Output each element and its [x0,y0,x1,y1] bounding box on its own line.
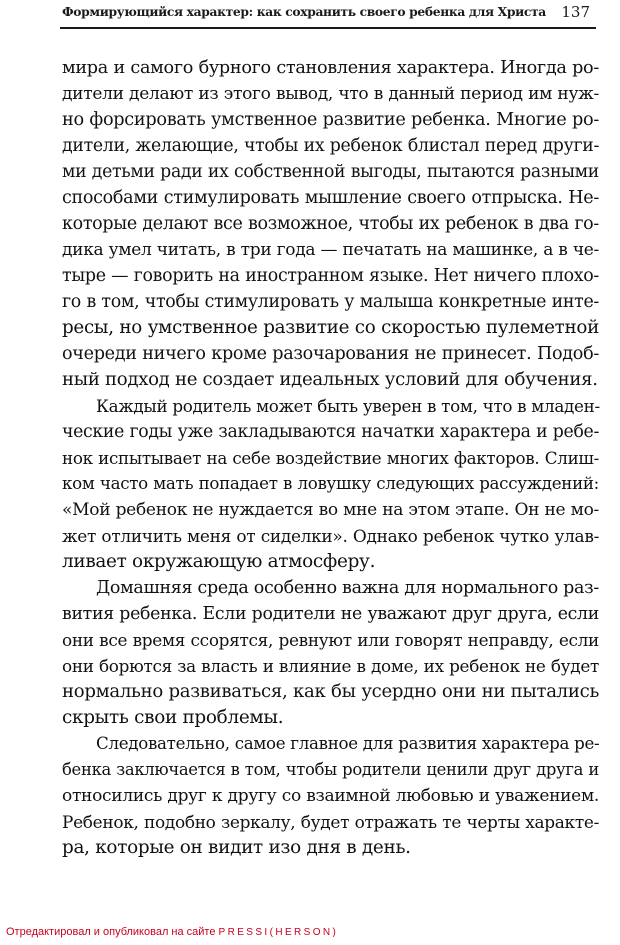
text-line: Каждый родитель может быть уверен в том, что в младен- [96,396,600,416]
text-line: относились друг к другу со взаимной любовью и уважением. [62,786,599,806]
text-line: дители, желающие, чтобы их ребенок блистал перед други- [62,136,599,156]
text-line: Ребенок, подобно зеркалу, будет отражать те черты характе- [62,812,599,832]
text-line: скрыть свои проблемы. [62,707,284,728]
text-line: они борются за власть и влияние в доме, их ребенок не будет [62,656,599,676]
running-title: Формирующийся характер: как сохранить своего ребенка для Христа [62,4,546,19]
text-line: но форсировать умственное развитие ребенка. Многие ро- [62,110,599,130]
publisher-credit [6,926,338,944]
text-line: нок испытывает на себе воздействие многих факторов. Слиш- [62,448,599,468]
text-line: Домашняя среда особенно важна для нормального раз- [96,578,599,598]
text-line: ресы, но умственное развитие со скоростью пулеметной [62,317,599,338]
text-line: го в том, чтобы стимулировать у малыша конкретные инте- [62,292,599,312]
text-line: мира и самого бурного становления характера. Иногда ро- [62,58,599,78]
header-rule [60,27,596,29]
text-line: ком часто мать попадает в ловушку следующих рассуждений: [62,474,599,493]
text-line: «Мой ребенок не нуждается во мне на этом этапе. Он не мо- [62,500,599,520]
text-line: дика умел читать, в три года — печатать на машинке, а в че- [62,240,599,260]
credit-brand: PRESSI(HERSON) [218,927,339,938]
running-head [62,0,590,26]
text-line: очереди ничего кроме разочарования не принесет. Подоб- [62,344,599,364]
text-line: которые делают все возможное, чтобы их ребенок в два го- [62,214,599,234]
body-text [62,55,599,861]
text-line: жет отличить меня от сиделки». Однако ребенок чутко улав- [62,526,599,546]
text-line: ливает окружающую атмосферу. [62,551,376,572]
text-line: ра, которые он видит изо дня в день. [62,837,411,858]
text-line: нормально развиваться, как бы усердно они ни пытались [62,681,599,702]
text-line: тыре — говорить на иностранном языке. Нет ничего плохо- [62,266,599,286]
text-line: Следовательно, самое главное для развития характера ре- [96,734,600,753]
text-line: они все время ссорятся, ревнуют или говорят неправду, если [62,630,599,650]
text-line: ческие годы уже закладываются начатки характера и ребе- [62,422,599,442]
credit-text: Отредактировал и опубликовал на сайте [6,926,216,938]
text-line: бенка заключается в том, чтобы родители ценили друг друга и [62,760,599,779]
text-line: вития ребенка. Если родители не уважают друг друга, если [62,604,599,624]
text-line: дители делают из этого вывод, что в данный период им нуж- [62,84,599,104]
text-line: ный подход не создает идеальных условий для обучения. [62,369,598,390]
text-line: ми детьми ради их собственной выгоды, пытаются разными [62,162,599,182]
text-line: способами стимулировать мышление своего отпрыска. Не- [62,188,599,208]
page-number: 137 [561,3,590,21]
